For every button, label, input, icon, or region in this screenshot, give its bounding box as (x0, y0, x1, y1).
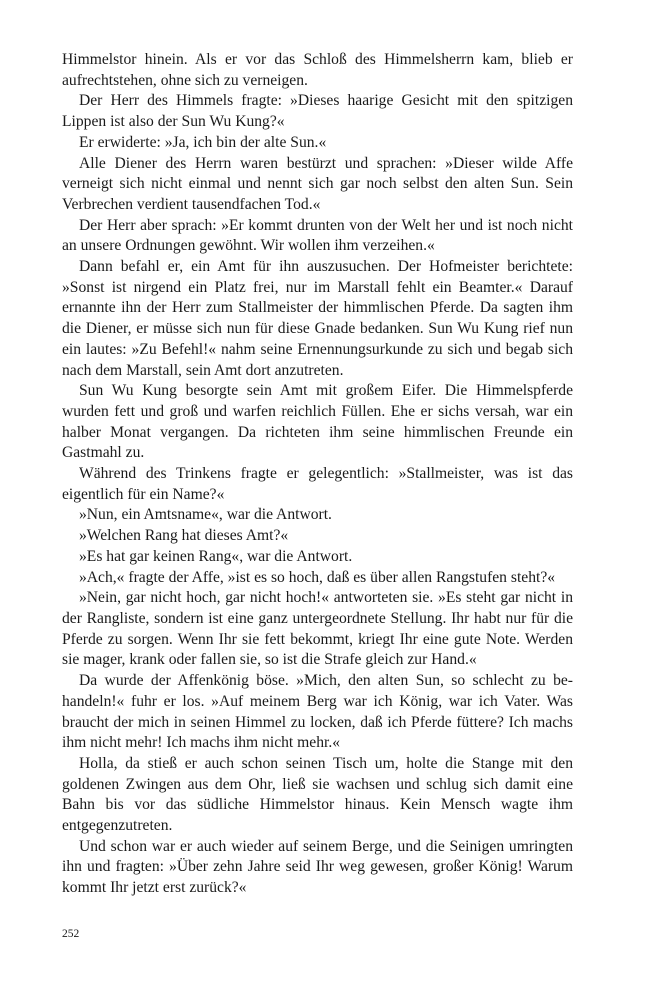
paragraph: Und schon war er auch wieder auf seinem Berge, und die Seinigen umringten ihn und fragten: »Über zehn Jahre seid Ihr weg gewesen, großer König! Warum kommt Ihr jetzt erst zurück?« (62, 837, 573, 897)
paragraph: Dann befahl er, ein Amt für ihn auszusuchen. Der Hofmeister berichtete: »Sonst ist nirgend ein Platz frei, nur im Marstall fehlt ein Beamter.« Darauf ernannte ihn der Herr zum Stallmeister der himmlischen Pferde. Da sagten ihm die Diener, er müsse sich nun für diese Gnade bedanken. Sun Wu Kung rief nun ein lautes: »Zu Befehl!« nahm seine Ernennungsurkunde zu sich und begab sich nach dem Marstall, sein Amt dort anzutreten. (62, 258, 573, 379)
page-number: 252 (62, 928, 80, 940)
paragraph: »Nun, ein Amtsname«, war die Antwort. (79, 506, 332, 524)
paragraph: »Ach,« fragte der Affe, »ist es so hoch, daß es über allen Rangstufen steht?« (79, 568, 556, 586)
paragraph: Alle Diener des Herrn waren bestürzt und sprachen: »Dieser wilde Affe verneigt sich nicht einmal und nennt sich gar noch selbst den alten Sun. Sein Verbrechen verdient tausendfachen Tod.« (62, 154, 573, 213)
paragraph: Während des Trinkens fragte er gelegentlich: »Stallmeister, was ist das eigentlich für ein Name?« (62, 465, 573, 503)
book-page-body (62, 50, 573, 899)
paragraph: »Es hat gar keinen Rang«, war die Antwort. (79, 547, 353, 565)
paragraph: Er erwiderte: »Ja, ich bin der alte Sun.« (79, 133, 327, 151)
paragraph: Holla, da stieß er auch schon seinen Tisch um, holte die Stange mit den goldenen Zwingen aus dem Ohr, ließ sie wachsen und schlug sich damit eine Bahn bis vor das südliche Himmelstor hinaus. Kein Mensch wagte ihm entgegenzutreten. (62, 754, 573, 835)
paragraph: »Welchen Rang hat dieses Amt?« (79, 527, 289, 545)
paragraph: Der Herr aber sprach: »Er kommt drunten von der Welt her und ist noch nicht an unsere Ordnungen gewöhnt. Wir wollen ihm verzeihen.« (62, 216, 573, 255)
paragraph: Da wurde der Affenkönig böse. »Mich, den alten Sun, so schlecht zu behandeln!« fuhr er los. »Auf meinem Berg war ich König, war ich Vater. Was braucht der mich in seinen Himmel zu locken, daß ich Pferde füttere? Ich machs ihm nicht mehr! Ich machs ihm nicht mehr.« (62, 672, 573, 752)
paragraph: Sun Wu Kung besorgte sein Amt mit großem Eifer. Die Himmelspferde wurden fett und groß und warfen reichlich Füllen. Ehe er sichs versah, war ein halber Monat vergangen. Da richteten ihm seine himmlischen Freunde ein Gastmahl zu. (62, 382, 573, 462)
paragraph: Der Herr des Himmels fragte: »Dieses haarige Gesicht mit den spitzigen Lippen ist also der Sun Wu Kung?« (62, 92, 573, 131)
paragraph: Himmelstor hinein. Als er vor das Schloß des Himmelsherrn kam, blieb er aufrechtstehen, ohne sich zu verneigen. (62, 51, 573, 89)
paragraph: »Nein, gar nicht hoch, gar nicht hoch!« antworteten sie. »Es steht gar nicht in der Rangliste, sondern ist eine ganz untergeordnete Stellung. Ihr habt nur für die Pferde zu sorgen. Wenn Ihr sie fett bekommt, kriegt Ihr eine gute Note. Werden sie mager, krank oder fallen sie, so ist die Strafe gleich zur Hand.« (62, 589, 573, 669)
